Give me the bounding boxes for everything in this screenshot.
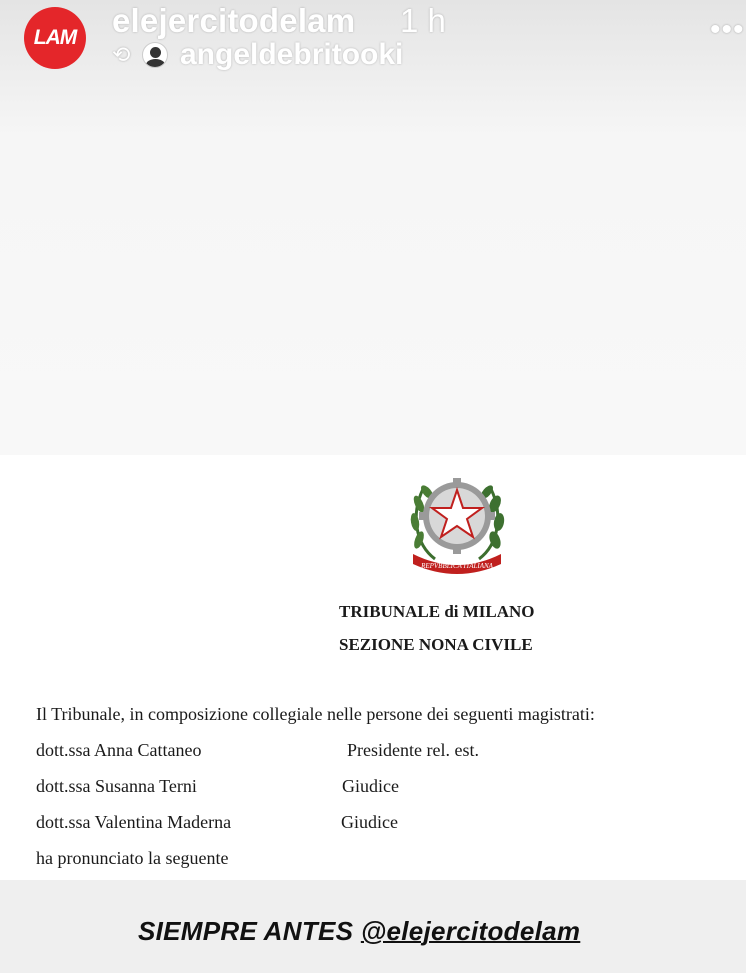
caption-text — [138, 916, 580, 947]
court-name: TRIBUNALE di MILANO — [339, 602, 535, 621]
story-caption — [0, 880, 746, 973]
svg-text:REPVBBLICA ITALIANA: REPVBBLICA ITALIANA — [421, 562, 493, 570]
magistrate-name: dott.ssa Valentina Maderna — [36, 812, 232, 832]
court-document — [0, 455, 746, 880]
repost-user-avatar[interactable] — [142, 42, 168, 68]
court-heading — [339, 595, 535, 661]
court-section: SEZIONE NONA CIVILE — [339, 635, 533, 654]
magistrate-role: Giudice — [341, 812, 398, 832]
magistrate-role: Presidente rel. est. — [347, 740, 479, 760]
more-options-icon[interactable]: ••• — [710, 13, 745, 46]
avatar-logo-text: LAM — [33, 26, 77, 49]
caption-mention-link[interactable]: @elejercitodelam — [360, 916, 581, 946]
story-header — [0, 0, 746, 80]
story-time: 1 h — [400, 2, 446, 39]
document-closing: ha pronunciato la seguente — [36, 848, 229, 868]
story-username[interactable]: elejercitodelam — [112, 2, 356, 39]
caption-phrase: SIEMPRE ANTES — [138, 916, 361, 946]
repost-username[interactable]: angeldebritooki — [180, 38, 404, 71]
magistrate-name: dott.ssa Anna Cattaneo — [36, 740, 202, 760]
profile-avatar[interactable] — [24, 7, 86, 69]
italian-republic-emblem — [405, 464, 509, 576]
document-intro: Il Tribunale, in composizione collegiale nelle persone dei seguenti magistrati: — [36, 704, 595, 724]
magistrate-role: Giudice — [342, 776, 399, 796]
repost-icon: ⟲ — [112, 42, 131, 67]
magistrate-name: dott.ssa Susanna Terni — [36, 776, 197, 796]
